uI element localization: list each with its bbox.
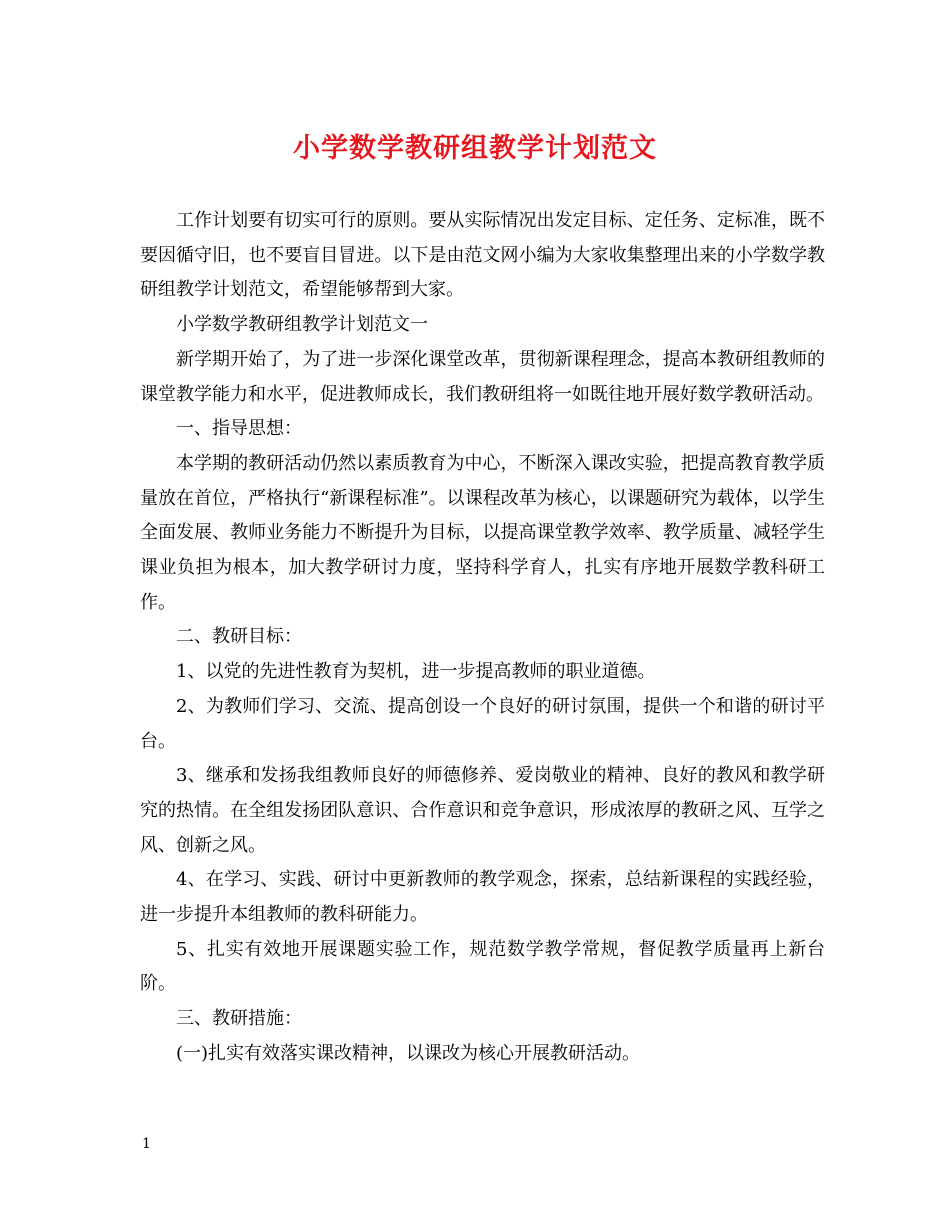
paragraph-subtitle: 小学数学教研组教学计划范文一 — [176, 314, 428, 336]
goal-item-4: 4、在学习、实践、研讨中更新教师的教学观念，探索，总结新课程的实践经验，进一步提升本组教师的教科研能力。 — [140, 869, 825, 926]
section-heading-research-goals: 二、教研目标： — [176, 626, 302, 648]
section-heading-measures: 三、教研措施： — [176, 1008, 302, 1030]
measure-item-1: (一)扎实有效落实课改精神，以课改为核心开展教研活动。 — [176, 1042, 641, 1064]
section-heading-guiding-ideology: 一、指导思想： — [176, 418, 302, 440]
paragraph-opening: 新学期开始了，为了进一步深化课堂改革，贯彻新课程理念，提高本教研组教师的课堂教学能力和水平，促进教师成长，我们教研组将一如既往地开展好数学教研活动。 — [140, 348, 825, 405]
document-title: 小学数学教研组教学计划范文 — [293, 133, 657, 164]
paragraph-intro: 工作计划要有切实可行的原则。要从实际情况出发定目标、定任务、定标准，既不要因循守旧，也不要盲目冒进。以下是由范文网小编为大家收集整理出来的小学数学教研组教学计划范文，希望能够帮到大家。 — [140, 210, 825, 301]
paragraph-guiding-ideology: 本学期的教研活动仍然以素质教育为中心，不断深入课改实验，把提高教育教学质量放在首位，严格执行“新课程标准”。以课程改革为核心，以课题研究为载体，以学生全面发展、教师业务能力不断提升为目标，以提高课堂教学效率、教学质量、减轻学生课业负担为根本，加大教学研讨力度，坚持科学育人，扎实有序地开展数学教科研工作。 — [140, 452, 825, 613]
page-number: 1 — [142, 1136, 151, 1152]
document-body — [140, 204, 825, 1072]
goal-item-1: 1、以党的先进性教育为契机，进一步提高教师的职业道德。 — [176, 661, 656, 683]
goal-item-3: 3、继承和发扬我组教师良好的师德修养、爱岗敬业的精神、良好的教风和教学研究的热情。在全组发扬团队意识、合作意识和竞争意识，形成浓厚的教研之风、互学之风、创新之风。 — [140, 765, 825, 856]
goal-item-2: 2、为教师们学习、交流、提高创设一个良好的研讨氛围，提供一个和谐的研讨平台。 — [140, 695, 825, 752]
goal-item-5: 5、扎实有效地开展课题实验工作，规范数学教学常规，督促教学质量再上新台阶。 — [140, 938, 825, 995]
